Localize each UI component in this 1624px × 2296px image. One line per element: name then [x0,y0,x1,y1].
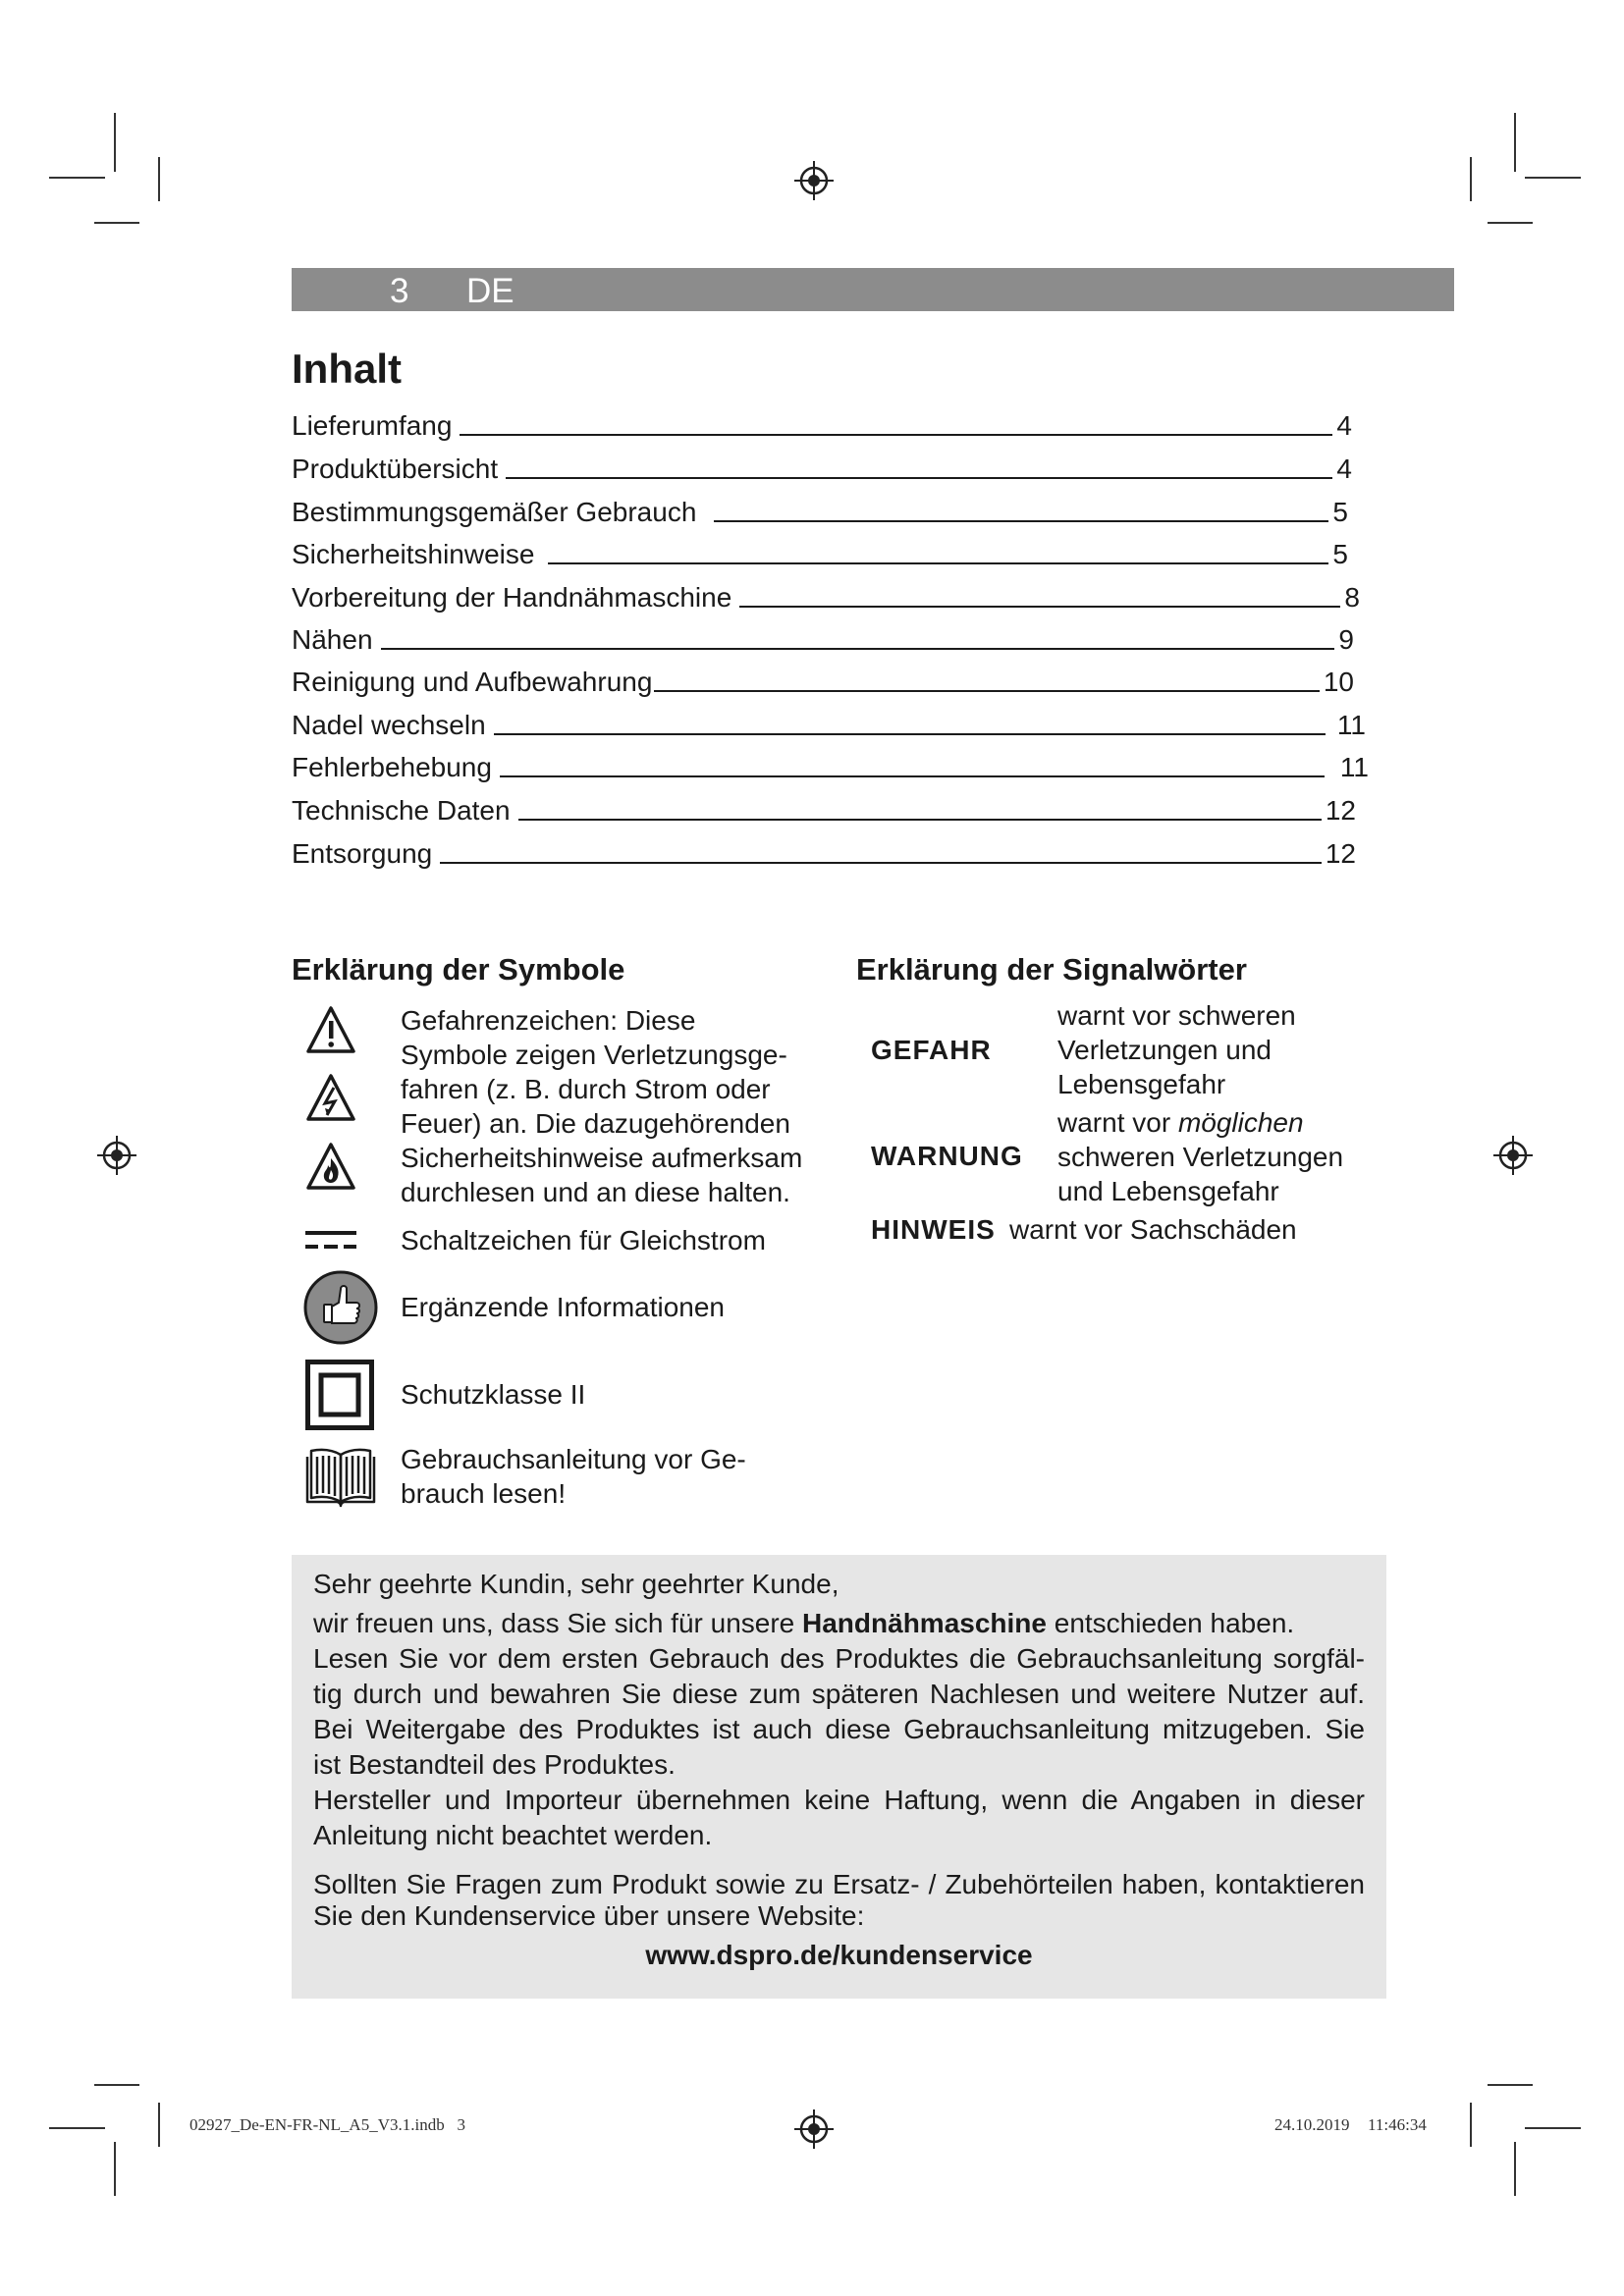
protection-class-label: Schutzklasse II [401,1379,586,1410]
protection-class-two-icon [305,1360,374,1430]
page-header-bar [292,268,1454,311]
footer-filename: 02927_De-EN-FR-NL_A5_V3.1.indb 3 [189,2115,465,2134]
footer-time: 11:46:34 [1368,2115,1427,2134]
signal-word-warnung: WARNUNG [871,1141,1023,1171]
language-code: DE [466,272,514,310]
info-hand-icon [302,1269,379,1346]
toc-entry: Sicherheitshinweise 5 [292,539,1348,569]
registration-mark-icon [794,2109,834,2149]
signal-word-hinweis: HINWEIS [871,1214,996,1245]
read-manual-icon [303,1445,378,1508]
fire-hazard-icon [305,1142,356,1191]
symbols-heading: Erklärung der Symbole [292,952,625,987]
customer-notice-box: Sehr geehrte Kundin, sehr geehrter Kunde, wir freuen uns, dass Sie sich für unsere Handnähmaschine entschieden haben. Lesen Sie vor dem ersten Gebrauch des Produktes die Gebrauchsanleitung sorgfäl- tig durch und bewahren Sie diese zum späteren Nachlesen und weitere Nutzer auf. Bei Weitergabe des Produktes ist auch diese Gebrauchsanleitung mitzugeben. Sie ist Bestandteil des Produktes. Hersteller und Importeur übernehmen keine Haftung, wenn die Angaben in dieser Anleitung nicht beachtet werden. Sollten Sie Fragen zum Produkt sowie zu Ersatz- / Zubehörteilen haben, kontaktieren Sie den Kundenservice über unsere Website: www.dspro.de/kundenservice [292,1555,1386,1999]
toc-entry: Produktübersicht 4 [292,454,1352,484]
page-number: 3 [390,272,409,310]
signal-desc-hinweis: warnt vor Sachschäden [1009,1214,1297,1245]
toc-entry: Vorbereitung der Handnähmaschine 8 [292,582,1360,613]
registration-mark-icon [1493,1136,1533,1175]
toc-entry: Nähen 9 [292,624,1354,655]
registration-mark-icon [97,1136,136,1175]
signal-desc-warnung: warnt vor möglichen schweren Verletzungen und Lebensgefahr [1057,1107,1344,1206]
greeting: Sehr geehrte Kundin, sehr geehrter Kunde, [313,1569,839,1599]
toc-entry: Fehlerbehebung 11 [292,752,1369,782]
website-link[interactable]: www.dspro.de/kundenservice [645,1940,1033,1970]
danger-symbols-text: Gefahrenzeichen: Diese Symbole zeigen Verletzungsge- fahren (z. B. durch Strom oder Feuer) an. Die dazugehörenden Sicherheitshinweise aufmerksam durchlesen und an diese halten. [401,1005,803,1207]
toc-entry: Reinigung und Aufbewahrung 10 [292,667,1354,697]
direct-current-icon [305,1227,356,1253]
toc-entry: Entsorgung 12 [292,838,1356,869]
toc-entry: Nadel wechseln 11 [292,710,1366,740]
warning-triangle-icon [305,1005,356,1054]
toc-entry: Lieferumfang 4 [292,410,1352,441]
read-manual-text: Gebrauchsanleitung vor Ge- brauch lesen! [401,1444,746,1509]
intro-line: wir freuen uns, dass Sie sich für unsere Handnähmaschine entschieden haben. [313,1608,1295,1638]
signal-words-heading: Erklärung der Signalwörter [856,952,1247,987]
signal-word-gefahr: GEFAHR [871,1035,992,1065]
toc-entry: Bestimmungsgemäßer Gebrauch 5 [292,497,1348,527]
signal-desc-gefahr: warnt vor schweren Verletzungen und Lebensgefahr [1057,1000,1296,1099]
toc-entry: Technische Daten 12 [292,795,1356,826]
electric-hazard-icon [305,1073,356,1122]
toc-title: Inhalt [292,346,402,392]
direct-current-label: Schaltzeichen für Gleichstrom [401,1225,766,1255]
registration-mark-icon [794,161,834,200]
footer-date: 24.10.2019 [1274,2115,1350,2134]
info-label: Ergänzende Informationen [401,1292,725,1322]
